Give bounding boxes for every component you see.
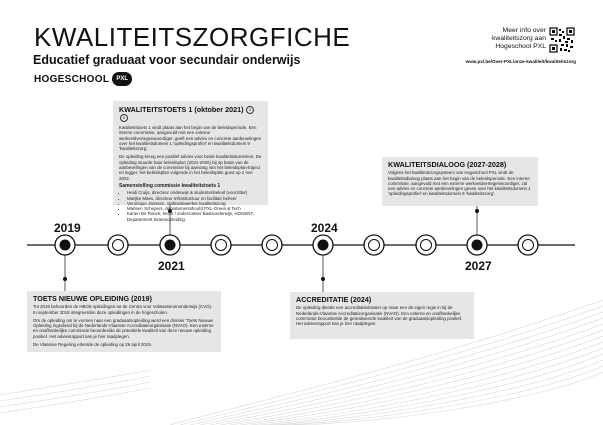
logo-text: HOGESCHOOL bbox=[34, 73, 110, 85]
more-info-text: Meer info over kwaliteitszorg aan Hogeschool PXL bbox=[491, 27, 546, 51]
kwaliteitsdialoog-card bbox=[382, 157, 538, 206]
node-2026 bbox=[416, 235, 436, 255]
page-subtitle: Educatief graduaat voor secundair onderwijs bbox=[33, 53, 301, 67]
node-2025 bbox=[364, 235, 384, 255]
kwaliteitstoets-text-1: Kwaliteitstoets 1 vindt plaats aan het begin van de beleidsperiode. Een interne commissie, aangevuld met een externe werkveldvertegenwoordiger, geeft een advies en concrete aanbevelingen over het kwaliteitsdomein 1 'opleidingsprofiel' en kwaliteitsdomein 9 'kwaliteitszorg'. bbox=[119, 125, 262, 152]
list-item: • Veronique Janssen, stafmedewerker kwaliteitszorg bbox=[127, 201, 262, 206]
audio-icon[interactable]: ♭ bbox=[246, 106, 254, 114]
toets-nieuwe-opleiding-title: TOETS NIEUWE OPLEIDING (2019) bbox=[33, 294, 152, 303]
node-2019 bbox=[55, 235, 75, 255]
kwaliteitstoets-title: KWALITEITSTOETS 1 (oktober 2021) bbox=[119, 104, 244, 114]
year-label-2019: 2019 bbox=[54, 221, 81, 235]
commissie-list bbox=[119, 190, 262, 222]
accreditatie-card bbox=[290, 292, 474, 339]
node-2027 bbox=[467, 235, 487, 255]
year-label-2027: 2027 bbox=[465, 259, 492, 273]
list-item: • Heidi Cruijs, directeur onderwijs & studentenbeleid (voorzitter) bbox=[127, 190, 262, 195]
node-2023 bbox=[262, 235, 282, 255]
accreditatie-text: De opleiding diende een accreditatiedossier op maar een de eigen regie in bij de Nederlands-Vlaamse Accreditatieorganisatie (NVAO). Een externe en onafhankelijke commissie beoordeelde de gerealiseerde kwaliteit van de graduaatsopleiding positief. Het adviesrapport kan je hier raadplegen. bbox=[296, 305, 463, 327]
node-2024 bbox=[313, 235, 333, 255]
accreditatie-title: ACCREDITATIE (2024) bbox=[296, 295, 372, 304]
node-2022 bbox=[211, 235, 231, 255]
logo-badge: PXL bbox=[112, 72, 132, 86]
list-item: • Marijke Maes, directeur Infrastructuur en facilitair beheer bbox=[127, 196, 262, 201]
kwaliteitsdialoog-text: Volgens het kwaliteitszorgsysteem van Hogeschool PXL vindt de kwaliteitsdialoog plaats aan het begin van de beleidsperiode. Een interne commissie, aangevuld met een externe werkveldvertegenwoordiger, zal een advies en concrete aanbevelingen geven over het kwaliteitsdomein 1 'opleidingsprofiel' en kwaliteitsdomein 9 'kwaliteitszorg'. bbox=[388, 170, 531, 197]
toets-text-1: Tot 2019 behoorden de HBO5-opleidingen tot de Centra voor Volwassenenonderwijs (CVO). In september 2019 integreerden deze opleidingen in de hogescholen. bbox=[33, 304, 213, 315]
toets-text-3: De Vlaamse Regering erkende de opleiding op 26 april 2019. bbox=[33, 342, 152, 348]
list-item: • Karien De Roeck, lector / onderzoeker Basisonderwijs, HOGENT, Departement lerarenopleiding bbox=[127, 211, 262, 222]
commissie-heading: Samenstelling commissie kwaliteitstoets 1 bbox=[119, 182, 221, 189]
kwaliteitstoets-card bbox=[113, 101, 268, 222]
kwaliteitstoets-text-2: De opleiding kreeg een positief advies voor beide kwaliteitsdomeinen. De opleiding stuurde haar beleidsplan (2021-2026) bij op basis van de aanbevelingen van de commissie bij aanvang van het beleidsplan-traject en legger. het beleidsplan volgende in het beleidsplan goed op 2 mei 2022. bbox=[119, 154, 262, 181]
page-title: KWALITEITSZORGFICHE bbox=[34, 22, 351, 52]
toets-text-2: Om de opleiding om te vormen naar een graduaatsopleiding werd een dossier 'Toets Nieuwe Opleiding ingediend bij de Nederlands-Vlaamse Accreditatieorganisatie (NVAO). Een externe en onafhankelijke commissie beoordeelde de potentiële kwaliteit van deze nieuwe opleiding positief. Het adviesrapport kan je hier raadplegen. bbox=[33, 317, 214, 339]
toets-nieuwe-opleiding-card bbox=[27, 291, 221, 352]
node-2020 bbox=[108, 235, 128, 255]
node-2021 bbox=[160, 235, 180, 255]
audio-icon[interactable]: ♭ bbox=[120, 114, 128, 122]
node-2028 bbox=[518, 235, 538, 255]
year-label-2024: 2024 bbox=[311, 221, 338, 235]
year-label-2021: 2021 bbox=[158, 259, 185, 273]
kwaliteitszorg-link[interactable]: www.pxl.be/Over-PXL/onze-kwaliteit/kwaliteitszorg bbox=[465, 59, 576, 64]
list-item: • Marleen Schepers, departementshoofd PXL-Green & Tech bbox=[127, 206, 262, 211]
kwaliteitsdialoog-title: KWALITEITSDIALOOG (2027-2028) bbox=[388, 160, 507, 169]
